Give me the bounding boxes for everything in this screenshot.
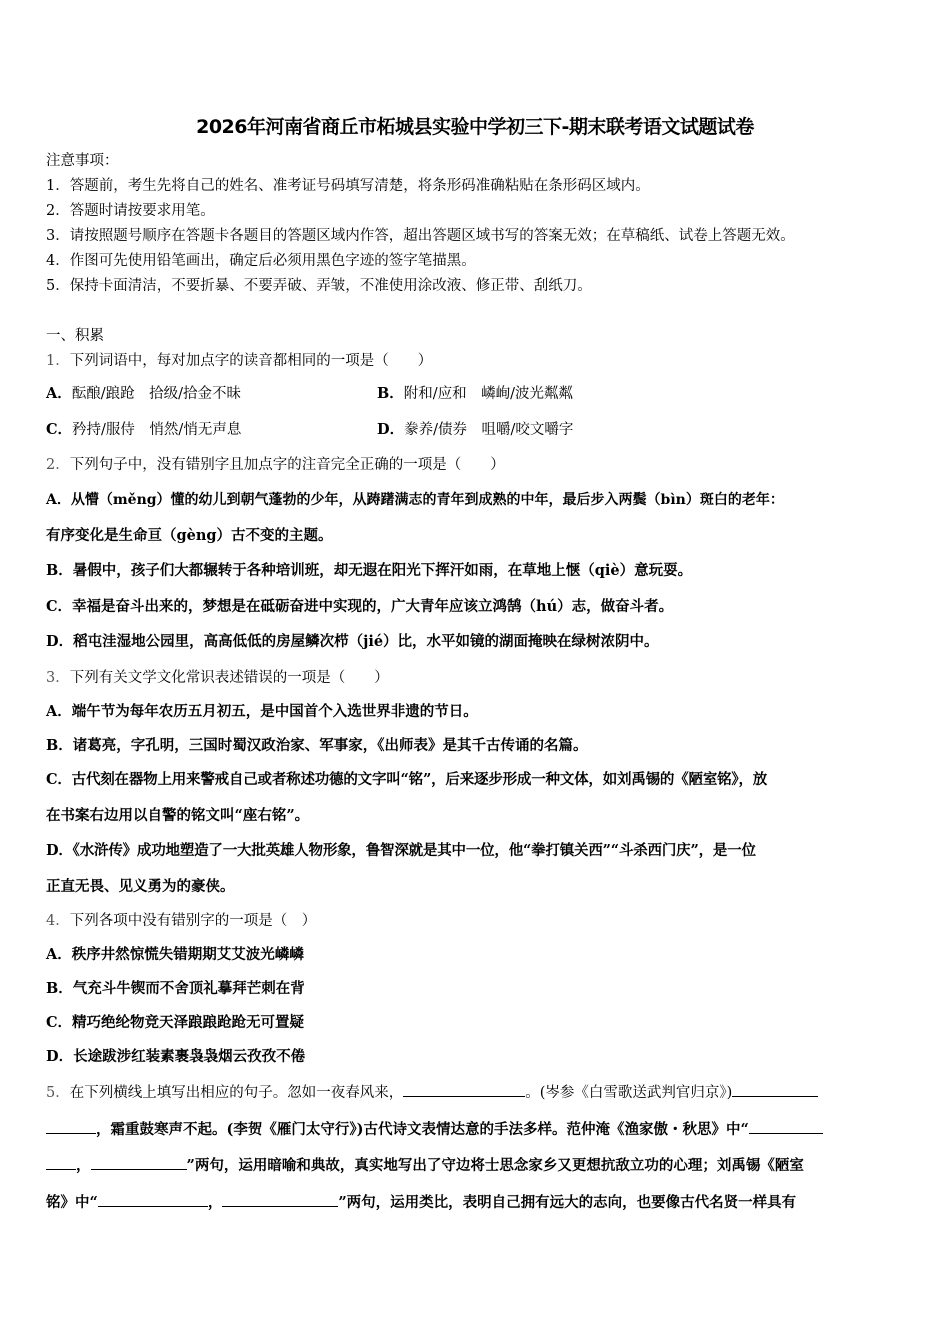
q4-option-c: C．精巧绝纶物竞天泽踉踉跄跄无可置疑 [46, 1014, 305, 1031]
answer-blank[interactable] [91, 1155, 187, 1170]
question-text: 下列句子中，没有错别字且加点字的注音完全正确的一项是（ ） [69, 457, 505, 473]
question-5-line-3 [46, 1155, 804, 1176]
notice-item: 1．答题前，考生先将自己的姓名、准考证号码填写清楚，将条形码准确粘贴在条形码区域内。 [46, 178, 650, 194]
option-text: 矜持/服侍 悄然/悄无声息 [72, 422, 242, 438]
option-label: D． [377, 421, 405, 438]
q4-option-d: D．长途跋涉红装素裹袅袅烟云孜孜不倦 [46, 1048, 306, 1065]
option-label: B． [377, 385, 404, 402]
question-text: ， [76, 1157, 91, 1174]
q3-option-d-cont: 正直无畏、见义勇为的豪侠。 [46, 878, 235, 895]
q1-option-a [46, 384, 241, 404]
question-5-line-1 [46, 1082, 818, 1103]
question-text: 下列各项中没有错别字的一项是（ ） [69, 913, 317, 929]
question-number: 5． [46, 1085, 70, 1101]
question-4-stem [46, 911, 316, 931]
option-label: C． [46, 421, 73, 438]
answer-blank[interactable] [749, 1119, 823, 1134]
answer-blank[interactable] [403, 1082, 525, 1097]
option-text: 酝酿/踉跄 拾级/拾金不昧 [71, 386, 242, 402]
answer-blank[interactable] [732, 1082, 818, 1097]
question-text: 在下列横线上填写出相应的句子。忽如一夜春风来， [69, 1085, 404, 1101]
q3-option-b: B．诸葛亮，字孔明，三国时蜀汉政治家、军事家，《出师表》是其千古传诵的名篇。 [46, 737, 588, 754]
option-text: 豢养/债券 咀嚼/咬文嚼字 [404, 422, 574, 438]
question-1-stem [46, 351, 432, 371]
notice-item: 2．答题时请按要求用笔。 [46, 203, 215, 219]
section-heading: 一、积累 [46, 328, 104, 344]
q3-option-c: C．古代刻在器物上用来警戒自己或者称述功德的文字叫“铭”，后来逐步形成一种文体，如刘禹锡的《陋室铭》，放 [46, 771, 768, 788]
question-text: ”两句，运用暗喻和典故，真实地写出了守边将士思念家乡又更想抗敌立功的心理；刘禹锡《陋室 [186, 1157, 804, 1174]
q2-option-a-cont: 有序变化是生命亘（gèng）古不变的主题。 [46, 527, 333, 544]
q4-option-b: B．气充斗牛锲而不舍顶礼摹拜芒刺在背 [46, 980, 305, 997]
answer-blank[interactable] [98, 1192, 208, 1207]
option-text: 附和/应和 嶙峋/波光粼粼 [403, 386, 574, 402]
answer-blank[interactable] [46, 1119, 96, 1134]
question-number: 4． [46, 913, 70, 929]
question-text: 铭》中“ [46, 1194, 98, 1211]
q4-option-a: A．秩序井然惊慌失错期期艾艾波光嶙嶙 [46, 946, 304, 963]
question-text: 。(岑参《白雪歌送武判官归京》) [525, 1085, 733, 1101]
question-text: 下列词语中，每对加点字的读音都相同的一项是（ ） [69, 353, 433, 369]
question-text: ，霜重鼓寒声不起。(李贺《雁门太守行》)古代诗文表情达意的手法多样。范仲淹《渔家傲・秋思》中“ [96, 1121, 749, 1138]
question-text: ， [207, 1194, 223, 1211]
q1-option-b [377, 384, 573, 404]
q3-option-a: A．端午节为每年农历五月初五，是中国首个入选世界非遗的节日。 [46, 703, 478, 720]
question-3-stem [46, 668, 389, 688]
option-label: A． [46, 385, 72, 402]
notice-item: 3．请按照题号顺序在答题卡各题目的答题区域内作答，超出答题区域书写的答案无效；在草稿纸、试卷上答题无效。 [46, 228, 795, 244]
q2-option-b: B．暑假中，孩子们大都辗转于各种培训班，却无遐在阳光下挥汗如雨，在草地上惬（qiè）意玩耍。 [46, 562, 693, 579]
page-title: 2026年河南省商丘市柘城县实验中学初三下-期末联考语文试题试卷 [196, 116, 754, 138]
q2-option-c: C．幸福是奋斗出来的，梦想是在砥砺奋进中实现的，广大青年应该立鸿鹄（hú）志，做奋斗者。 [46, 598, 674, 615]
question-text: ”两句，运用类比，表明自己拥有远大的志向，也要像古代名贤一样具有 [338, 1194, 797, 1211]
answer-blank[interactable] [46, 1155, 76, 1170]
question-number: 2． [46, 457, 70, 473]
question-5-line-2 [46, 1119, 823, 1140]
q2-option-a: A．从懵（měng）懂的幼儿到朝气蓬勃的少年，从踌躇满志的青年到成熟的中年，最后步入两鬓（bìn）斑白的老年： [46, 492, 784, 508]
notice-heading: 注意事项： [46, 153, 119, 169]
answer-blank[interactable] [222, 1192, 338, 1207]
question-number: 1． [46, 353, 70, 369]
question-number: 3． [46, 670, 70, 686]
q3-option-c-cont: 在书案右边用以自警的铭文叫“座右铭”。 [46, 807, 310, 824]
q1-option-c [46, 420, 241, 440]
question-2-stem [46, 455, 505, 475]
notice-item: 5．保持卡面清洁，不要折暴、不要弄破、弄皱，不准使用涂改液、修正带、刮纸刀。 [46, 278, 592, 294]
question-text: 下列有关文学文化常识表述错误的一项是（ ） [69, 670, 389, 686]
q2-option-d: D．稻屯洼湿地公园里，高高低低的房屋鳞次栉（jié）比，水平如镜的湖面掩映在绿树浓阴中。 [46, 633, 659, 650]
question-5-line-4 [46, 1192, 796, 1213]
q1-option-d [377, 420, 573, 440]
q3-option-d: D．《水浒传》成功地塑造了一大批英雄人物形象，鲁智深就是其中一位，他“拳打镇关西”“斗杀西门庆”，是一位 [46, 842, 756, 859]
notice-item: 4．作图可先使用铅笔画出，确定后必须用黑色字迹的签字笔描黑。 [46, 253, 476, 269]
